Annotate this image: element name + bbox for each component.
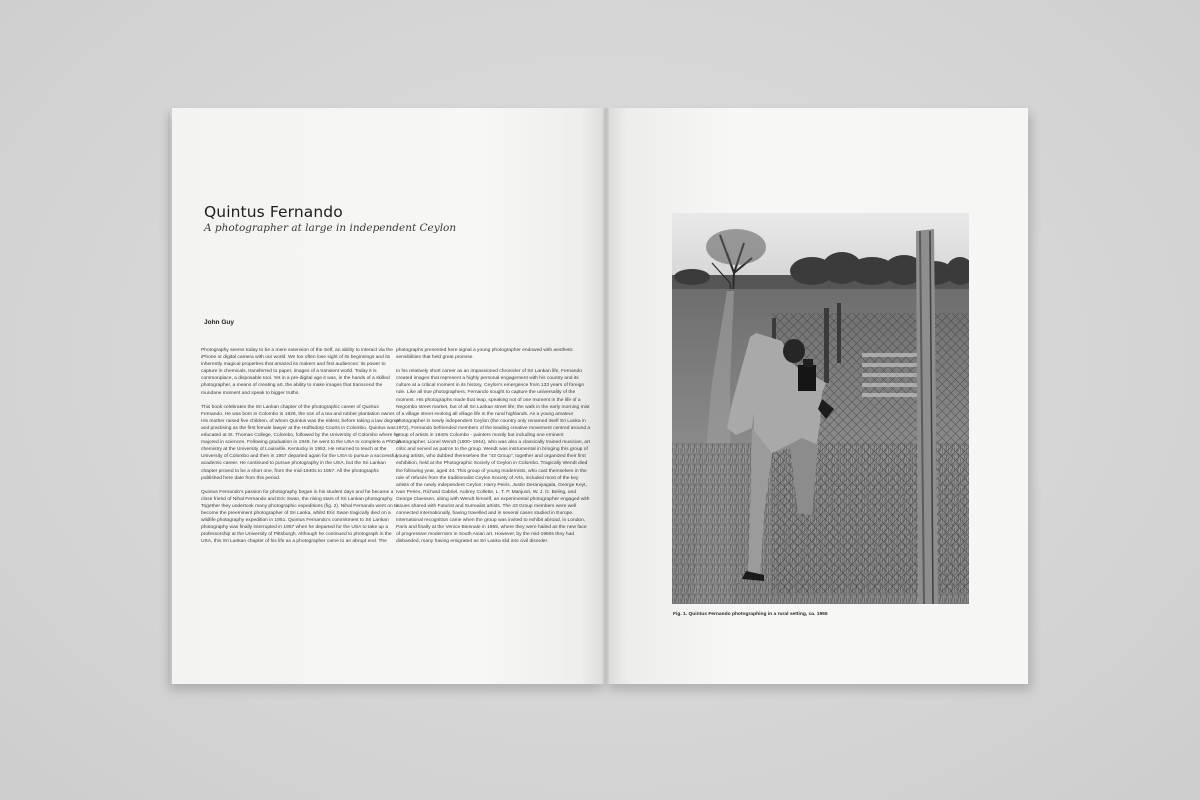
paragraph: photographs presented here signal a young photographer endowed with aesthetic sensibilities that held great promise. <box>396 348 574 361</box>
figure-photograph <box>672 213 969 604</box>
text-column-1 <box>201 347 401 552</box>
paragraph: In his relatively short career as an impassioned chronicler of Sri Lankan life, Fernando created images that represent a highly personal engagement with his country and its culture at a critical moment in its history, Ceylon's emergence from 133 years of foreign rule. Like all true photographers, Fernando sought to capture the universality of the moment. His photographs made that leap, speaking not of one moment in the life of a Negombo street market, but of all Sri Lankan street life; the walk in the early morning mist of a village street evoking all village life in the rural highlands. As a young amateur photographer in newly independent Ceylon (the country only renamed itself Sri Lanka in 1972), Fernando befriended members of the leading creative movement centred around a group of artists in 1940s Colombo - painters mostly but including one eminent photographer, Lionel Wendt (1900–1944), who was also a classically trained musician, art critic and served as patron to the group. Wendt was instrumental in bringing this group of young artists, who dubbed themselves the "43 Group", together and organized their first exhibition, held at the Photographic Society of Ceylon in Colombo. Tragically Wendt died the following year, aged 44. This group of young modernists, who cast themselves in the role of refusés from the traditionalist Ceylon Society of Arts, included most of the key artists of the newly independent Ceylon: Harry Peiris, Justin Deraniyagala, George Keyt, Ivan Peries, Richard Gabriel, Aubrey Collette, L. T. P. Manjusri, W. J. G. Beling, and George Claessen, along with Wendt himself, an experimental photographer engaged with issues shared with Futurist and Surrealist artists. The 43 Group members were well connected internationally, having travelled and in several cases studied in Europe. International recognition came when the group was invited to exhibit abroad, in London, Paris and finally at the Venice Biennale in 1955, where they were hailed as the new face of progressive modernism in South Asian art. However, by the mid-1960s they had disbanded, many having emigrated as Sri Lanka slid into civil disorder. <box>396 369 591 545</box>
article-title: Quintus Fernando <box>204 203 343 221</box>
text-column-2 <box>396 347 592 553</box>
article-subtitle: A photographer at large in independent Ceylon <box>204 222 457 234</box>
figure-caption: Fig. 1. Quintus Fernando photographing in a rural setting, ca. 1955 <box>673 612 828 617</box>
paragraph: Photography seems today to be a mere extension of the Self, an ability to interact via the iPhone or digital camera with our world. We too often lose sight of its beginnings and its inherently magical properties that amazed its makers and first audiences: its power to capture in chemicals, transferred to paper, images of a transient world. Today it is commonplace, a disposable tool. Yet in a pre-digital age it was, in the hands of a skilled photographer, a means of creating art, the ability to make images that transcend the mundane moment and speak to bigger truths. <box>201 348 393 396</box>
paragraph: This book celebrates the Sri Lankan chapter of the photographic career of Quintus Fernando. He was born in Colombo in 1926, the son of a tea and rubber plantation owner. His mother raised five children, of whom Quintus was the eldest, before taking a law degree and practising as the first female lawyer at the Hulftsdorp Courts in Colombo. Quintus was educated at St. Thomas College, Colombo, followed by the University of Colombo where he majored in sciences. Following graduation in 1949, he went to the USA to complete a PhD in chemistry at the University of Louisville, Kentucky in 1953. He returned to teach at the University of Colombo and then in 1957 departed again for the USA to pursue a successful academic career. He continued to pursue photography in the USA, but the Sri Lankan chapter proved to be a short one, from the mid-1940s to 1957. All the photographs published here date from this period. <box>201 404 401 481</box>
paragraph: Quintus Fernando's passion for photography began in his student days and he became a close friend of Nihal Fernando and Eric Swan, the rising stars of Sri Lankan photography. Together they undertook many photographic expeditions (fig. 2). Nihal Fernando went on to become the preeminent photographer of Sri Lanka, whilst Eric Swan tragically died on a wildlife photography expedition in 1951. Quintus Fernando's commitment to Sri Lankan photography was finally interrupted in 1957 when he departed for the USA to take up a professorship at the University of Pittsburgh. Although he continued to photograph in the USA, this Sri Lankan chapter of his life as a photographer came to an abrupt end. The <box>201 489 399 545</box>
spine-gutter <box>603 108 609 684</box>
photograph-illustration <box>672 213 969 604</box>
article-author: John Guy <box>204 319 234 326</box>
left-page <box>172 108 606 684</box>
right-page <box>606 108 1028 684</box>
